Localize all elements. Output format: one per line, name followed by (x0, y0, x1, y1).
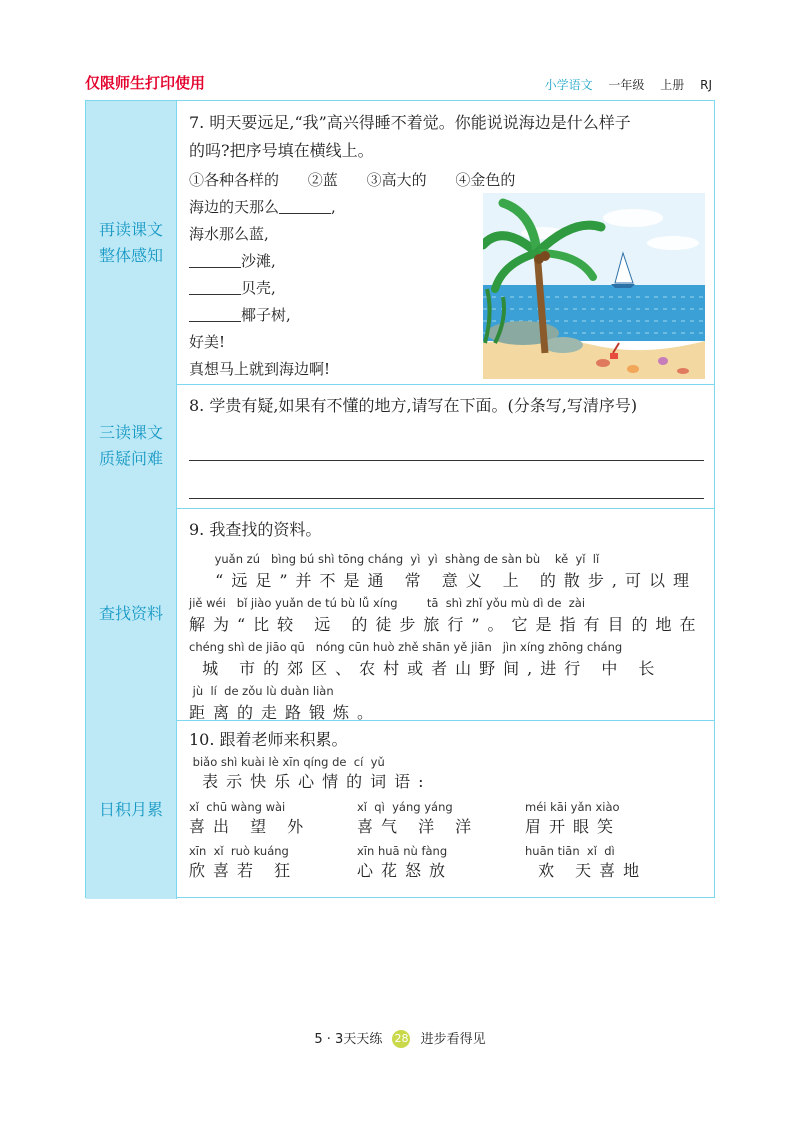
idiom-4: xīn xǐ ruò kuáng 欣喜若 狂 (189, 844, 299, 880)
question-8: 8. 学贵有疑,如果有不懂的地方,请写在下面。(分条写,写清序号) (189, 396, 638, 415)
page-footer (0, 1028, 800, 1048)
fill-line-3: 沙滩, (189, 248, 704, 275)
question-9: 9. 我查找的资料。 (189, 520, 322, 539)
pinyin-line-2: jiě wéi bǐ jiào yuǎn de tú bù lǚ xíng tā shì zhǐ yǒu mù dì de zài (189, 596, 586, 610)
fill-line-7: 真想马上就到海边啊! (189, 360, 331, 378)
fill-line-6: 好美! (189, 333, 226, 351)
options-row (189, 167, 704, 194)
page-number: 28 (392, 1030, 410, 1048)
writing-line-1[interactable] (189, 460, 704, 461)
text-line-4: 距离的走路锻炼。 (189, 703, 382, 722)
print-notice: 仅限师生打印使用 (85, 74, 206, 92)
fill-line-1: 海边的天那么 , (189, 198, 336, 216)
fill-line-5: 椰子树, (189, 302, 704, 329)
answer-blank[interactable] (189, 251, 241, 268)
label-line-2: 整体感知 (98, 245, 163, 265)
section-10-label: 日积月累 (86, 720, 177, 899)
idiom-2: xǐ qì yáng yáng 喜气 洋 洋 (357, 800, 480, 836)
answer-blank[interactable] (189, 278, 241, 295)
section-9 (86, 508, 714, 721)
idiom-5: xīn huā nù fàng 心花怒放 (357, 844, 454, 880)
idiom-1: xǐ chū wàng wài 喜出 望 外 (189, 800, 312, 836)
idiom-3: méi kāi yǎn xiào 眉开眼笑 (525, 800, 622, 836)
text-line-3: 城 市的郊区、农村或者山野间,进行 中 长 (189, 659, 663, 678)
question-7-line-1: 7. 明天要远足,“我”高兴得睡不着觉。你能说说海边是什么样子 (189, 113, 631, 132)
fill-line-2: 海水那么蓝, (189, 225, 269, 243)
section-9-label: 查找资料 (86, 508, 177, 720)
edition-label: RJ (700, 78, 712, 92)
label-line-1: 三读课文 (98, 423, 163, 442)
pinyin-line-4: jù lí de zǒu lù duàn liàn (189, 684, 334, 698)
question-10: 10. 跟着老师来积累。 (189, 730, 348, 749)
option-3: ③高大的 (366, 171, 427, 189)
answer-blank[interactable] (189, 305, 241, 322)
volume-label: 上册 (660, 78, 685, 92)
pinyin-line-1: yuǎn zú bìng bú shì tōng cháng yì yì shàng de sàn bù kě yǐ lǐ (189, 552, 600, 566)
subject-label: 小学语文 (544, 78, 593, 92)
text-heading: 表示快乐心情的词语: (189, 772, 432, 791)
section-8-label (86, 384, 177, 508)
header-meta (545, 76, 712, 93)
writing-line-2[interactable] (189, 498, 704, 499)
text-line-2: 解为“比较 远 的徒步旅行”。它是指有目的地在 (189, 615, 704, 634)
question-7-line-2: 的吗?把序号填在横线上。 (189, 141, 374, 160)
idiom-6: huān tiān xǐ dì 欢 天喜地 (525, 844, 648, 880)
section-7-label (86, 101, 177, 384)
grade-label: 一年级 (608, 78, 645, 92)
text-line-1: “远足”并不是通 常 意义 上 的散步,可以理 (189, 571, 697, 590)
option-4: ④金色的 (455, 171, 516, 189)
fill-line-4: 贝壳, (189, 275, 704, 302)
pinyin-line-3: chéng shì de jiāo qū nóng cūn huò zhě shān yě jiān jìn xíng zhōng cháng (189, 640, 623, 654)
option-1: ①各种各样的 (189, 171, 280, 189)
section-7 (86, 101, 714, 385)
option-2: ②蓝 (307, 171, 338, 189)
label-line-1: 再读课文 (98, 219, 163, 239)
pinyin-heading: biǎo shì kuài lè xīn qíng de cí yǔ (189, 755, 385, 769)
worksheet-table (85, 100, 715, 898)
section-10 (86, 720, 714, 899)
series-name: 5 · 3天天练 (314, 1032, 383, 1047)
beach-illustration (483, 193, 705, 379)
section-8 (86, 384, 714, 509)
answer-blank[interactable] (279, 197, 331, 214)
label-line-2: 质疑问难 (98, 449, 163, 468)
slogan: 进步看得见 (420, 1032, 486, 1047)
